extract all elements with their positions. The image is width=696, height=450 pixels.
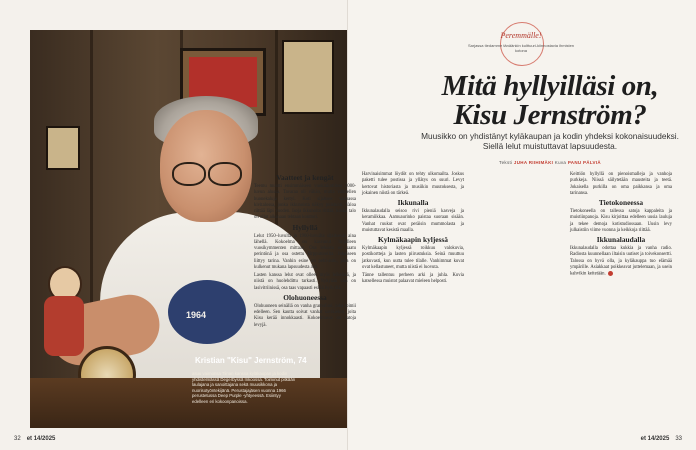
right-folio: et 14/2025 33	[640, 436, 682, 442]
headline-line-1: Mitä hyllyilläsi on,	[441, 70, 659, 102]
column-2	[362, 172, 464, 288]
paragraph: Tänne tallentuu perheen arki ja juhla. Kuvia katsellessa muistot palaavat mieleen helposti.	[362, 273, 464, 285]
subhead: Kylmäkaapin kyljessä	[377, 235, 449, 244]
body-columns	[114, 0, 464, 450]
byline: Teksti JUHA RIIHIMÄKI Kuva PANU PÄLVIÄ	[499, 160, 601, 165]
shirt-print: 1964	[168, 280, 246, 344]
photo-caption-text: asuu vaimonsa Tiinan kanssa kyläkaupan ja kodin yhdistelmässä Degerbyssä Inkoossa. Toiminut pitkään laulajana ja sanoittajana sekä muusikkona ja nuorisotyöntekijänä. Perustajajäsen vuonna 1966 perustetussa Deep Purple -yhtyeessä. Esiintyy edelleen eri kokoonpanoissa.	[192, 371, 296, 404]
paragraph: Teemu muutti ensimmäiseen vuokrakotiinsa 2000-luvun alussa. Tavaraa oli vähän, mutta vähitellen huonekaluja kertyi. Koti sijaitsee vanhassa kivitalossa, jonka ikkunoista näkyy puistoon. Valoa riittää läpi vuoden. Isoja ikkunoita riittää, koska talo on ollut aikanaan tehtaan konttori.	[254, 184, 356, 221]
paragraph: Lelut 1950–luvulta ja 1960-luvuilta sijaitsevat aina lähellä. Kokoelma on kasvanut hiljalleen vuosikymmenten mittaan. Osa leluista on saatu perintönä ja osa ostettu kirpputoreilta. Jokaiseen liittyy tarina. Vanhin esine on pelti-auto, joka on kulkenut mukana lapsuudesta asti.	[254, 233, 356, 270]
photo-caption-name: Kristian "Kisu" Jernström, 74	[195, 356, 307, 365]
headline-line-2: Kisu Jernström?	[453, 99, 647, 131]
subhead: Ikkunalaudalla	[596, 235, 646, 244]
paragraph: Lasten kanssa lelut ovat olleet myös leikeissä, ja niistä on huolehdittu tarkasti. Nykyään osa on lasivitriinissä, osa taas vapaasti esillä hyllyillä.	[254, 273, 356, 291]
paragraph: Kylmäkaapin kyljessä roikkuu valokuvia, postikortteja ja lasten piirustuksia. Seinä muuttuu jatkuvasti, kun uutta tulee tilalle. Vanhimmat kuvat ovat kellastuneet, mutta niistä ei luovuta.	[362, 246, 464, 270]
section-description: Sarjassa tiedamme tänäänkin kulttuuri-kiinnostavia ihmisten kotona	[467, 43, 575, 53]
subhead: Ikkunalla	[397, 198, 429, 207]
column-3	[570, 172, 672, 280]
standfirst: Muusikko on yhdistänyt kyläkaupan ja kodin yhdeksi kokonaisuudeksi. Siellä lelut muistuttavat lapsuudesta.	[421, 131, 679, 151]
subhead: Tietokoneessa	[598, 198, 644, 207]
paragraph: Ikkunalaudalla seisoo rivi pieniä kasveja ja keramiikkaa. Aamuaurinko paistaa suoraan sisään. Vanhat ruukut ovat peräisin mummolasta ja muistuttavat kesistä maalla.	[362, 209, 464, 233]
paragraph: Keittiön hyllyllä on pienoismalleja ja vanhoja purkkeja. Niissä säilytetään mausteita ja teetä. Jokaisella purkilla on oma paikkansa ja oma tarinansa.	[570, 172, 672, 196]
paragraph: Ikkunalaudalla odottaa kukkia ja vanha radio. Radiosta kuunnellaan iltaisin uutiset ja toivekonsertti. Talossa on hyvä olla, ja kyläkauppa tuo elämää ympärille. Asiakkaat poikkeavat juttelemaan, ja usein kahvikin keitetään.	[570, 246, 672, 277]
subhead: Hyllyllä	[292, 222, 318, 232]
paragraph: Harvinaisimmat löydöt on tehty ulkomailta. Joskus paketti tulee postissa ja yllätys on suuri. Levyt kertovat historiasta ja musiikin muutoksesta, ja jokainen niistä on tärkeä.	[362, 172, 464, 196]
subhead: Olohuoneessa	[283, 292, 327, 302]
paragraph: Olohuoneen seinällä on vanha gramofoni, joka toimii edelleen. Sen kautta soivat vanhat savikiekot, joita Kisu kerää innokkaasti. Kokoelmassa on satoja levyjä.	[254, 303, 356, 328]
section-name: Peremmälle!	[500, 31, 542, 40]
left-folio: 32 et 14/2025	[14, 436, 56, 442]
headline	[414, 72, 686, 130]
end-mark-icon	[608, 271, 613, 276]
column-1	[254, 172, 356, 331]
paragraph: Tietokoneella on tallessa satoja kappaleita ja muistiinpanoja. Kisu kirjoittaa edelleen uusia lauluja ja tekee demoja kotistudiossaan. Uusin levy julkaistiin viime vuonna ja keikkoja riittää.	[570, 209, 672, 233]
toy-figurine	[40, 266, 88, 366]
subhead: Vaatteet ja kengät	[276, 173, 334, 182]
wall-poster	[46, 126, 80, 170]
